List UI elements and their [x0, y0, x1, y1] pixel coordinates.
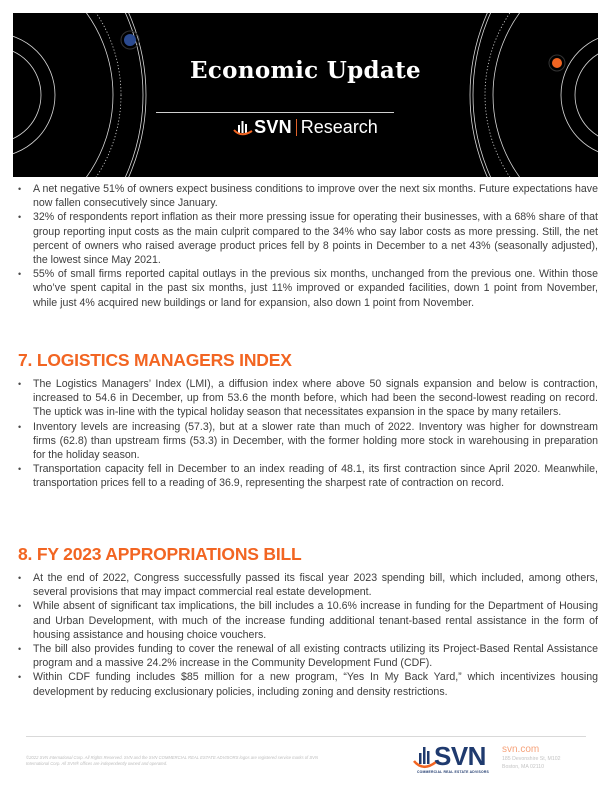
- address-line-2: Boston, MA 02110: [502, 764, 545, 770]
- logistics-bullet-list: [18, 377, 598, 491]
- section-heading-appropriations: 8. FY 2023 APPROPRIATIONS BILL: [18, 544, 302, 564]
- page-title: Economic Update: [190, 57, 421, 84]
- intro-bullet-list: [18, 182, 598, 310]
- list-item: • 32% of respondents report inflation as their more pressing issue for operating their businesses, with a 68% share of that group reporting input costs as the main culprit compared to the 34% who say labor costs as more pressing. Still, the net percent of owners who raised average product prices fell by 8 points in December to a net 43% (seasonally adjusted), the lowest since May 2021.: [18, 210, 598, 267]
- legal-notice: ©2022 SVN International Corp. All Rights Reserved. SVN and the SVN COMMERCIAL REAL ESTATE ADVISORS logos are registered service marks of SVN International Corp. All SVN® offices are independently owned and operated.: [26, 755, 318, 767]
- section-heading-logistics: 7. LOGISTICS MANAGERS INDEX: [18, 350, 292, 370]
- footer-divider: [26, 736, 586, 737]
- document-body: [18, 182, 598, 698]
- list-item: • A net negative 51% of owners expect business conditions to improve over the next six months. Future expectations have now fallen consecutively since January.: [18, 182, 598, 210]
- footer-logo-text: SVN: [434, 741, 486, 771]
- brand-separator: [296, 119, 297, 136]
- blue-planet-icon: [124, 34, 136, 46]
- list-item: • The bill also provides funding to cover the renewal of all existing contracts utilizing its Project-Based Rental Assistance program and a massive 24.2% increase in the Community Development Fund (CDF).: [18, 642, 598, 670]
- orbit-decoration-icon: [13, 13, 598, 177]
- list-item: • Inventory levels are increasing (57.3), but at a slower rate than much of 2022. Inventory was higher for downstream firms (62.8) than upstream firms (53.3) in December, with the former holding more stock in warehousing in preparation for the holiday season.: [18, 420, 598, 463]
- brand-division: Research: [300, 117, 378, 137]
- brand-name: SVN: [254, 117, 292, 137]
- list-item: • Transportation capacity fell in December to an index reading of 48.1, its first contraction since April 2020. Meanwhile, transportation prices fell to a reading of 36.9, representing the sharpest rate of contraction on record.: [18, 462, 598, 490]
- website-link[interactable]: svn.com: [502, 744, 540, 755]
- list-item: • 55% of small firms reported capital outlays in the previous six months, unchanged from the previous one. Within those who’ve spent capital in the past six months, just 11% improved or expanded facilities, down 1 point from November, while just 4% acquired new buildings or land for expansion, also down 1 point from November.: [18, 267, 598, 310]
- appropriations-bullet-list: [18, 571, 598, 699]
- footer-contact: [502, 744, 561, 771]
- list-item: • While absent of significant tax implications, the bill includes a 10.6% increase in funding for the Department of Housing and Urban Development, with much of the increase funding additional tenant-based rental assistance in the form of housing assistance and housing choice vouchers.: [18, 599, 598, 642]
- list-item: • The Logistics Managers’ Index (LMI), a diffusion index where above 50 signals expansion and below is contraction, increased to 54.6 in December, up from 53.6 the month before, which had been the second-lowest reading on record. The uptick was in-line with the typical holiday season that necessitates expansion in the space by many retailers.: [18, 377, 598, 420]
- svn-logo-icon: [233, 119, 253, 137]
- footer-logo: [412, 741, 494, 777]
- address-line-1: 185 Devonshire St, M102: [502, 756, 561, 762]
- header-banner: [13, 13, 598, 177]
- list-item: • Within CDF funding includes $85 million for a new program, “Yes In My Back Yard,” which incentivizes housing development by reducing exclusionary policies, including zoning and density restrictions.: [18, 670, 598, 698]
- list-item: • At the end of 2022, Congress successfully passed its fiscal year 2023 spending bill, which included, among others, several provisions that may impact commercial real estate development.: [18, 571, 598, 599]
- brand-lockup: [13, 117, 598, 138]
- footer-logo-tagline: COMMERCIAL REAL ESTATE ADVISORS: [417, 770, 489, 774]
- title-divider: [156, 112, 394, 113]
